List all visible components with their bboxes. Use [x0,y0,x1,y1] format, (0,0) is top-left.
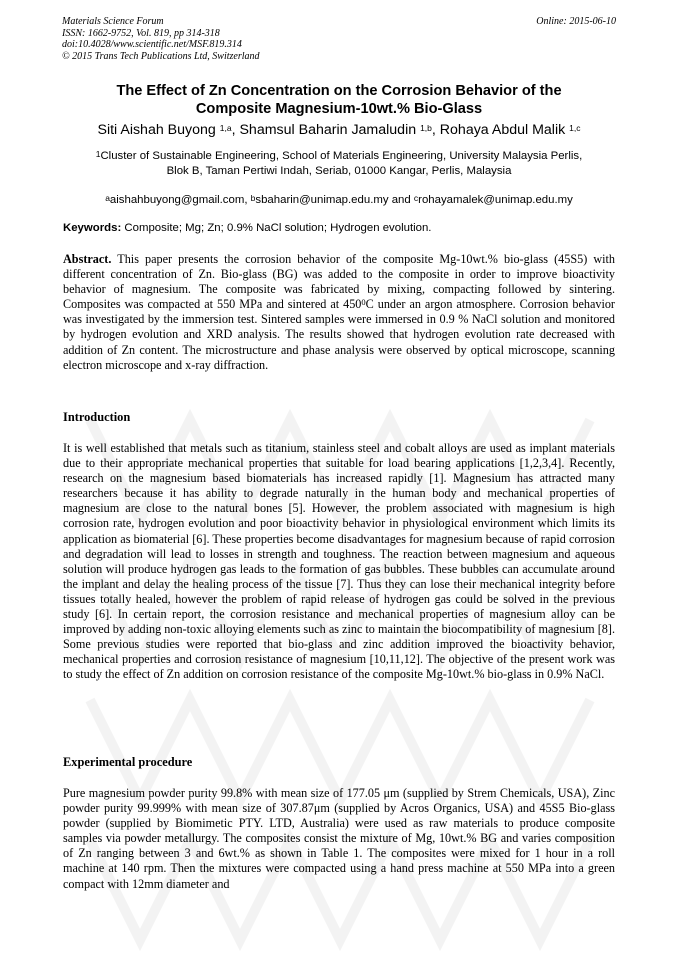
title-line-1: The Effect of Zn Concentration on the Corrosion Behavior of the [116,83,562,99]
author-name: Siti Aishah Buyong [97,122,216,138]
email-line [40,193,638,207]
abstract-text-b: C under an argon atmosphere. Corrosion behavior was investigated by the immersion test. Sintered samples were immersed in 0.9 % NaCl solution and monitored by hydrogen evolution and XRD analysis. The results showed that hydrogen evolution rate decreased with addition of Zn content. The microstructure and phase analysis were observed by optical microscope, scanning electron microscope and x-ray diffraction. [63,297,615,372]
affiliation-mark: 1 [95,149,101,159]
author-list: Siti Aishah Buyong $^{1,a}$, Shamsul Baharin Jamaludin $^{1,b}$, Rohaya Abdul Malik $^{1,c}$ [97,122,581,138]
paper-title [40,82,638,118]
introduction-text: It is well established that metals such as titanium, stainless steel and cobalt alloys are used as implant materials due to their appropriate mechanical properties that suitable for load bearing applications [1,2,3,4]. Recently, research on the magnesium based biomaterials has increased rapidly [1]. Magnesium has attracted many researchers because it has ability to degrade naturally in the human body and mechanical properties of magnesium are close to the natural bones [5]. However, the problem associated with magnesium is high corrosion rate, hydrogen evolution and poor bioactivity behavior in physiological environment which limits its application as biomaterial [6]. These properties become disadvantages for magnesium because of rapid corrosion and degradation will lead to losses in strength and toughness. The reaction between magnesium and aqueous solution will produce hydrogen gas leads to the formation of gas bubbles. These bubbles can accumulate around the implant and delay the healing process of the tissue [7]. Thus they can lose their mechanical integrity before tissues totally healed, however the problem of rapid release of hydrogen gas could be solved in the previous study [6]. In certain report, the corrosion resistance and mechanical properties of magnesium alloy can be improved by adding non-toxic alloying elements such as zinc to maintain the biocompatibility of magnesium [8]. Some previous studies were reported that bio-glass and zinc addition improved the bioactivity behavior, mechanical properties and corrosion resistance of magnesium [10,11,12]. The objective of the present work was to study the effect of Zn addition on corrosion resistance of the composite Mg-10wt.% bio-glass in 0.9% NaCl. [63,441,615,682]
email-b: sbaharin@unimap.edu.my [255,194,389,206]
abstract [63,252,615,373]
author-name: Rohaya Abdul Malik [439,122,566,138]
email-mark: a [105,193,110,203]
abstract-label: Abstract. [63,252,112,266]
keywords-label: Keywords: [63,222,122,234]
title-line-2: Composite Magnesium-10wt.% Bio-Glass [195,101,483,117]
online-date: Online: 2015-06-10 [536,16,616,27]
affiliation-line-2: Blok B, Taman Pertiwi Indah, Seriab, 01000 Kangar, Perlis, Malaysia [166,164,512,177]
issn-line: ISSN: 1662-9752, Vol. 819, pp 314-318 [62,27,220,39]
affiliation-line-1: Cluster of Sustainable Engineering, School of Materials Engineering, University Malaysia Perlis, [100,150,583,162]
affiliation [70,149,608,178]
author-name: Shamsul Baharin Jamaludin [239,122,417,138]
email-c: rohayamalek@unimap.edu.my [418,194,573,206]
journal-header [62,16,616,62]
keywords-text: Composite; Mg; Zn; 0.9% NaCl solution; Hydrogen evolution. [124,222,432,234]
email-mark: b [250,193,256,203]
keywords [63,221,618,235]
journal-name: Materials Science Forum [62,16,164,27]
degree-mark: 0 [361,297,366,308]
copyright-line: © 2015 Trans Tech Publications Ltd, Switzerland [62,50,260,62]
author-affiliation-mark: 1,a [219,123,232,133]
email-and: and [391,194,411,206]
abstract-text-a: This paper presents the corrosion behavior of the composite Mg-10wt.% bio-glass (45S5) with different concentration of Zn. Bio-glass (BG) was added to the composite in order to improve bioactivity behavior of magnesium. The composite was fabricated by mixing, compacting followed by sintering. Composites was compacted at 550 MPa and sintered at 450 [63,252,615,312]
doi-line: doi:10.4028/www.scientific.net/MSF.819.314 [62,39,242,50]
email-mark: c [413,193,419,203]
author-affiliation-mark: 1,c [569,123,581,133]
author-affiliation-mark: 1,b [420,123,432,133]
introduction-heading: Introduction [63,410,131,424]
email-a: aishahbuyong@gmail.com, [109,194,248,206]
experimental-text: Pure magnesium powder purity 99.8% with mean size of 177.05 μm (supplied by Strem Chemicals, USA), Zinc powder purity 99.999% with mean size of 307.87μm (supplied by Acros Organics, USA) and 45S5 Bio-glass powder (supplied by Biomimetic PTY. LTD, Australia) were used as raw materials to produce composite samples via powder metallurgy. The composites consist the mixture of Mg, 10wt.% BG and varies composition of Zn ranging between 3 and 6wt.% as shown in Table 1. The composites were mixed for 1 hour in a roll machine at 140 rpm. Then the mixtures were compacted using a hand press machine at 550 MPa into a green compact with 12mm diameter and [63,786,615,891]
experimental-heading: Experimental procedure [63,755,193,769]
